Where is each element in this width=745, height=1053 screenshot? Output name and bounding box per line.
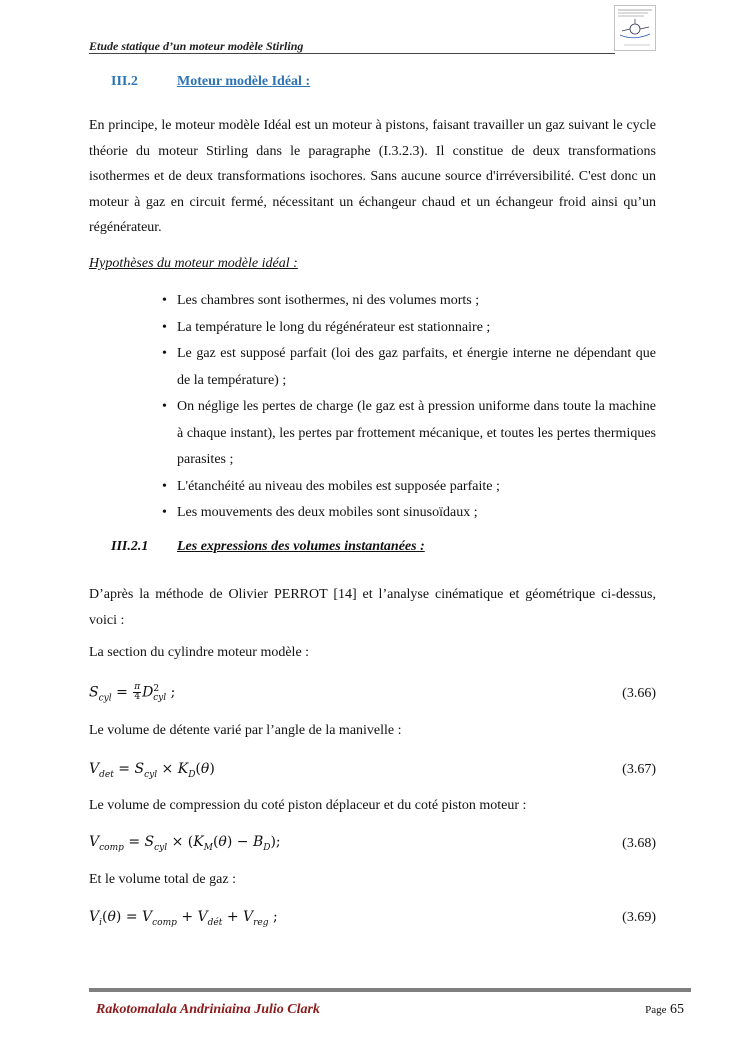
hypotheses-list (160, 288, 656, 527)
equation-section: $S_{cyl}$ = $\frac{\pi}{4}$ $D^2_{cyl}$ ; (89, 682, 176, 704)
hypotheses-heading: Hypothèses du moteur modèle idéal : (89, 256, 298, 271)
footer-author: Rakotomalala Andriniaina Julio Clark (96, 1002, 320, 1017)
running-header: Etude statique d’un moteur modèle Stirling (89, 39, 304, 53)
intro-paragraph: En principe, le moteur modèle Idéal est un moteur à pistons, faisant travailler un gaz suivant le cycle théorie du moteur Stirling dans le paragraphe (I.3.2.3). Il constitue de deux transformations isothermes et de deux transformations isochores. Sans aucune source d'irréversibilité. C'est donc un moteur à gaz en circuit fermé, nécessitant un échangeur chaud et un échangeur froid ainsi qu’un régénérateur. (89, 118, 656, 235)
subsection-number: III.2.1 (111, 539, 149, 554)
equation-number: (3.69) (622, 910, 656, 925)
equation-volume-detente: $V_{det} = S_{cyl} \times K_D(\theta)$ (89, 761, 215, 780)
page-label: Page (645, 1004, 667, 1016)
equation-number: (3.68) (622, 836, 656, 851)
equation-volume-total: $V_i(\theta) = V_{comp} + V_{dét} + V_{reg}$ ; (89, 909, 278, 928)
equation-number: (3.66) (622, 686, 656, 701)
equation-number: (3.67) (622, 762, 656, 777)
volume-total-label: Et le volume total de gaz : (89, 872, 236, 887)
section-title: Moteur modèle Idéal : (177, 74, 311, 89)
volume-compression-label: Le volume de compression du coté piston déplaceur et du coté piston moteur : (89, 798, 527, 813)
list-item: • Les mouvements des deux mobiles sont sinusoïdaux ; (160, 500, 656, 527)
university-logo (614, 5, 656, 51)
list-item: • On néglige les pertes de charge (le gaz est à pression uniforme dans toute la machine à chaque instant), les pertes par frottement mécanique, et toutes les pertes thermiques parasites ; (160, 394, 656, 474)
volume-detente-label: Le volume de détente varié par l’angle de la manivelle : (89, 723, 402, 738)
equation-volume-compression: $V_{comp} = S_{cyl} \times (K_M(\theta) - B_D)$; (89, 834, 281, 853)
list-item: • Les chambres sont isothermes, ni des volumes morts ; (160, 288, 656, 315)
section-number: III.2 (111, 74, 138, 89)
method-paragraph: D’après la méthode de Olivier PERROT [14] et l’analyse cinématique et géométrique ci-dessus, voici : (89, 587, 656, 628)
list-item: • L'étanchéité au niveau des mobiles est supposée parfaite ; (160, 474, 656, 501)
footer-rule (89, 988, 691, 992)
section-label: La section du cylindre moteur modèle : (89, 645, 310, 660)
subsection-title: Les expressions des volumes instantanées : (177, 539, 425, 554)
list-item: • La température le long du régénérateur est stationnaire ; (160, 315, 656, 342)
page-number (645, 1002, 684, 1018)
page-number-value: 65 (670, 1002, 684, 1017)
list-item: • Le gaz est supposé parfait (loi des gaz parfaits, et énergie interne ne dépendant que de la température) ; (160, 341, 656, 394)
header-rule (89, 53, 615, 54)
